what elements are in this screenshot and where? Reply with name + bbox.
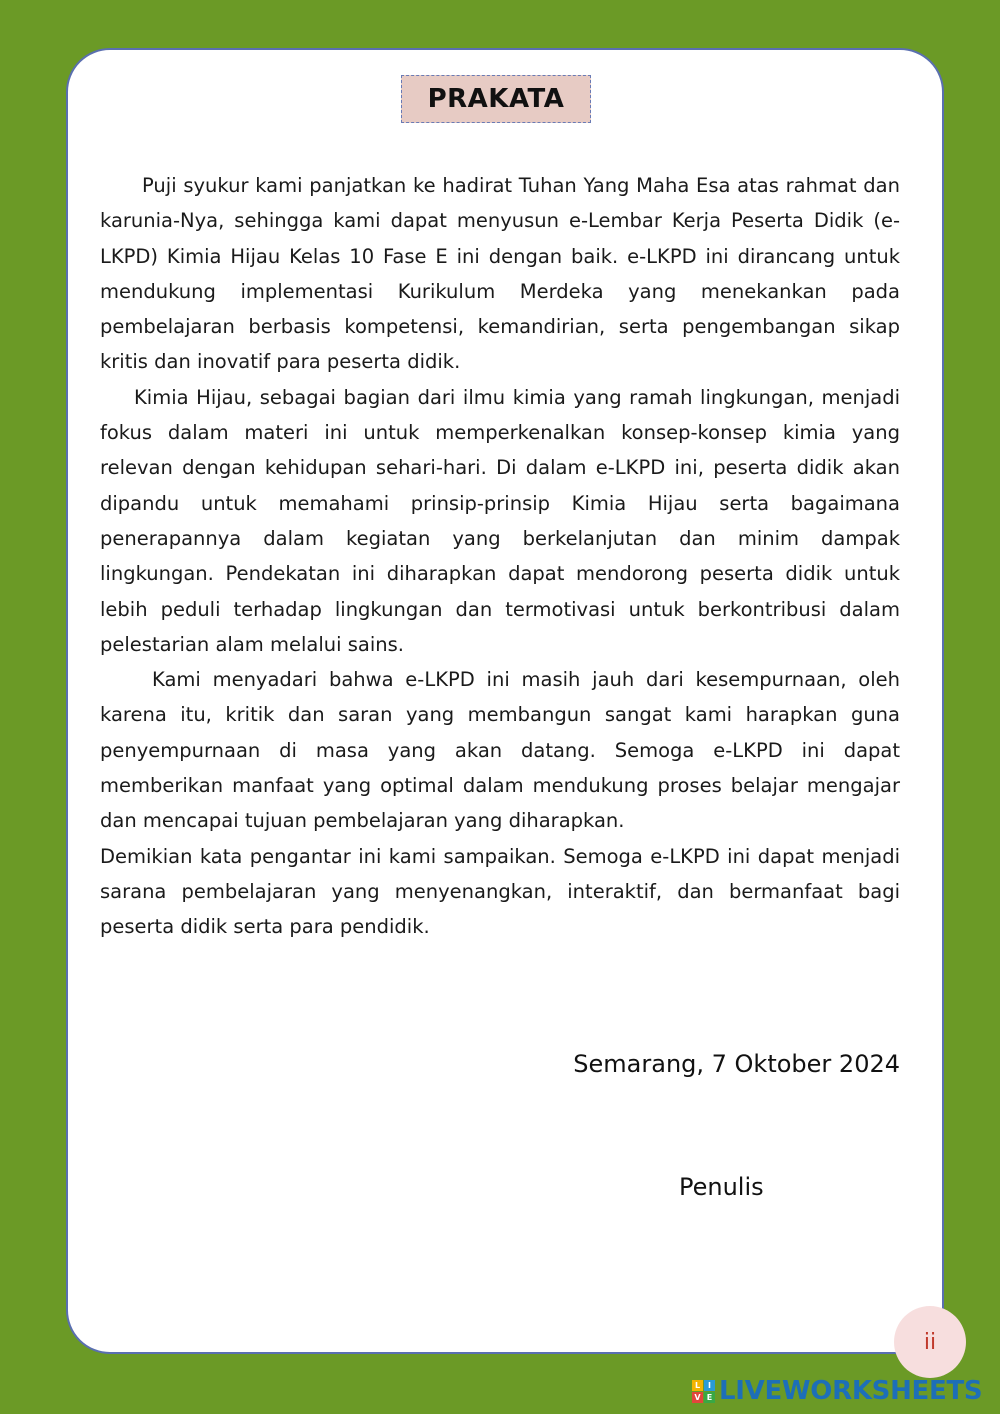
page-number: ii bbox=[923, 1329, 937, 1355]
logo-letter-l: L bbox=[692, 1380, 703, 1391]
paragraph-2: Kimia Hijau, sebagai bagian dari ilmu kimia yang ramah lingkungan, menjadi fokus dalam materi ini untuk memperkenalkan konsep-konsep kimia yang relevan dengan kehidupan sehari-hari. Di dalam e-LKPD ini, peserta didik akan dipandu untuk memahami prinsip-prinsip Kimia Hijau serta bagaimana penerapannya dalam kegiatan yang berkelanjutan dan minim dampak lingkungan. Pendekatan ini diharapkan dapat mendorong peserta didik untuk lebih peduli terhadap lingkungan dan termotivasi untuk berkontribusi dalam pelestarian alam melalui sains. bbox=[100, 385, 900, 656]
logo-letter-v: V bbox=[692, 1392, 703, 1403]
author-signature: Penulis bbox=[679, 1173, 764, 1201]
paragraph-4: Demikian kata pengantar ini kami sampaikan. Semoga e-LKPD ini dapat menjadi sarana pembelajaran yang menyenangkan, interaktif, dan bermanfaat bagi peserta didik serta para pendidik. bbox=[100, 844, 900, 939]
liveworksheets-logo bbox=[692, 1376, 982, 1406]
page-title: PRAKATA bbox=[427, 84, 565, 114]
paragraph-1: Puji syukur kami panjatkan ke hadirat Tuhan Yang Maha Esa atas rahmat dan karunia-Nya, sehingga kami dapat menyusun e-Lembar Kerja Peserta Didik (e-LKPD) Kimia Hijau Kelas 10 Fase E ini dengan baik. e-LKPD ini dirancang untuk mendukung implementasi Kurikulum Merdeka yang menekankan pada pembelajaran berbasis kompetensi, kemandirian, serta pengembangan sikap kritis dan inovatif para peserta didik. bbox=[100, 174, 900, 374]
liveworksheets-wordmark: LIVEWORKSHEETS bbox=[719, 1376, 983, 1406]
place-date: Semarang, 7 Oktober 2024 bbox=[573, 1050, 900, 1078]
foreword-body bbox=[100, 168, 900, 945]
page-number-badge bbox=[894, 1306, 966, 1378]
logo-letter-i: I bbox=[704, 1380, 715, 1391]
paragraph-3: Kami menyadari bahwa e-LKPD ini masih jauh dari kesempurnaan, oleh karena itu, kritik dan saran yang membangun sangat kami harapkan guna penyempurnaan di masa yang akan datang. Semoga e-LKPD ini dapat memberikan manfaat yang optimal dalam mendukung proses belajar mengajar dan mencapai tujuan pembelajaran yang diharapkan. bbox=[100, 668, 900, 833]
liveworksheets-icon bbox=[692, 1380, 715, 1403]
logo-letter-e: E bbox=[704, 1392, 715, 1403]
title-box bbox=[401, 75, 591, 123]
